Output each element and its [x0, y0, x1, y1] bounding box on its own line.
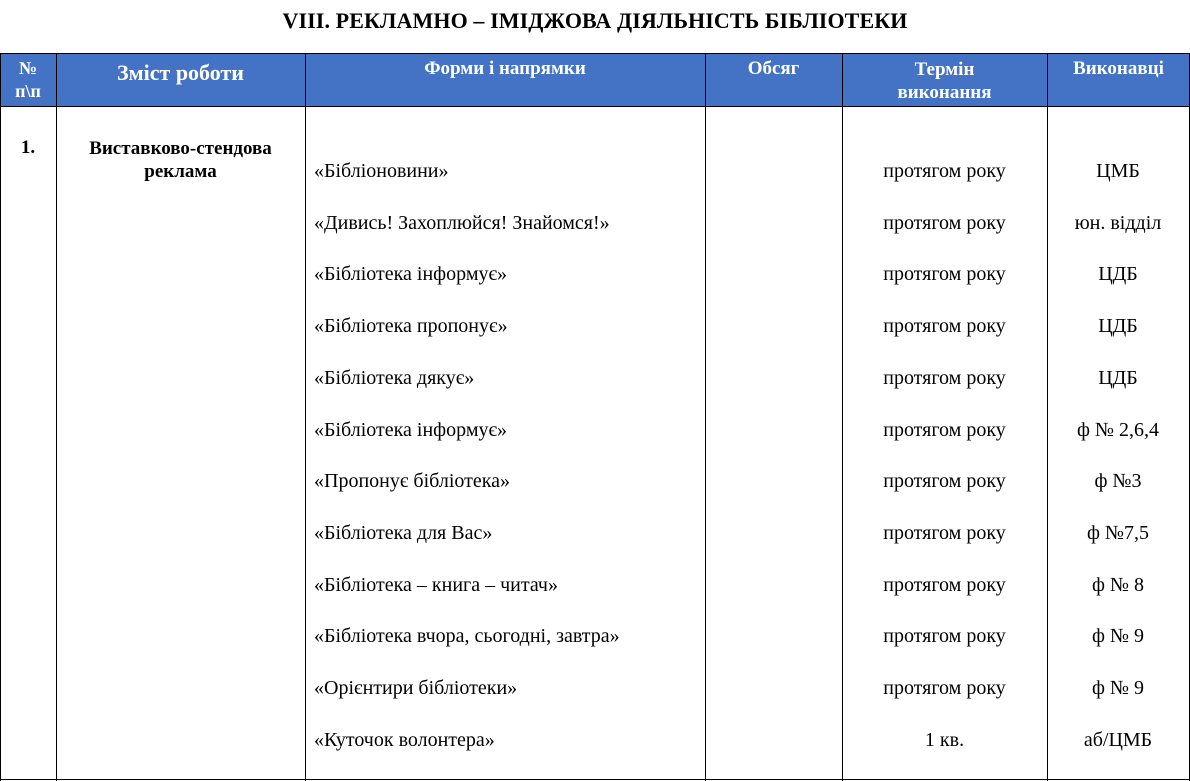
row-executor-text: ф № 9: [1091, 625, 1145, 647]
row-form-text: «Орієнтири бібліотеки»: [314, 677, 518, 699]
row-form-text: «Бібліотека для Вас»: [314, 522, 493, 544]
row-executor-text: аб/ЦМБ: [1083, 729, 1153, 751]
row-term-text: протягом року: [883, 677, 1006, 699]
row-form-text: «Бібліотека вчора, сьогодні, завтра»: [314, 625, 620, 647]
row-term-text: протягом року: [883, 263, 1006, 285]
col-divider: [705, 53, 706, 781]
header-executors-label: Виконавці: [1073, 58, 1164, 79]
row-form-text: «Бібліотека – книга – читач»: [314, 574, 558, 596]
row-form-text: «Бібліотека дякує»: [314, 367, 475, 389]
row-term-text: протягом року: [883, 212, 1006, 234]
table-top-border: [0, 53, 1190, 54]
row-executor-text: ф № 2,6,4: [1076, 419, 1160, 441]
col-divider: [0, 53, 1, 781]
page-title: VIII. РЕКЛАМНО – ІМІДЖОВА ДІЯЛЬНІСТЬ БІБЛІОТЕКИ: [282, 8, 908, 33]
row-form-text: «Дивись! Захоплюйся! Знайомся!»: [314, 212, 610, 234]
row-executor-text: ЦМБ: [1096, 160, 1140, 182]
row-executor-text: ф № 9: [1091, 677, 1145, 699]
col-divider: [305, 53, 306, 781]
section-content: Виставково-стендова реклама: [89, 138, 272, 182]
row-term-text: протягом року: [883, 522, 1006, 544]
row-form-text: «Бібліотека пропонує»: [314, 315, 508, 337]
row-term-text: протягом року: [883, 419, 1006, 441]
header-term-label: Термін виконання: [897, 59, 992, 103]
row-form-text: «Куточок волонтера»: [314, 729, 495, 751]
section-number: 1.: [20, 137, 36, 158]
header-executors: [1047, 53, 1190, 106]
header-num-label: № п\п: [15, 58, 41, 101]
row-term-text: протягом року: [883, 574, 1006, 596]
header-volume: [705, 53, 842, 106]
header-content-label: Зміст роботи: [117, 60, 244, 85]
header-num: [0, 53, 56, 106]
header-forms-label: Форми і напрямки: [424, 58, 586, 79]
row-term-text: протягом року: [883, 367, 1006, 389]
row-term-text: протягом року: [883, 470, 1006, 492]
row-executor-text: ЦДБ: [1098, 367, 1138, 389]
header-term: [842, 53, 1047, 106]
row-executor-text: ф №3: [1094, 470, 1142, 492]
row-form-text: «Бібліоновини»: [314, 160, 449, 182]
row-form-text: «Пропонує бібліотека»: [314, 470, 511, 492]
row-executor-text: ф № 8: [1091, 574, 1145, 596]
row-executor-text: ЦДБ: [1098, 263, 1138, 285]
header-content: [56, 53, 305, 106]
header-volume-label: Обсяг: [747, 58, 800, 79]
row-term-text: протягом року: [883, 625, 1006, 647]
row-form-text: «Бібліотека інформує»: [314, 263, 508, 285]
row-executor-text: юн. відділ: [1074, 212, 1162, 234]
row-term-text: 1 кв.: [924, 729, 965, 751]
header-forms: [305, 53, 705, 106]
row-form-text: «Бібліотека інформує»: [314, 419, 508, 441]
header-bottom-border: [0, 106, 1190, 107]
row-executor-text: ЦДБ: [1098, 315, 1138, 337]
row-term-text: протягом року: [883, 160, 1006, 182]
table-bottom-border: [0, 779, 1190, 780]
row-term-text: протягом року: [883, 315, 1006, 337]
row-executor-text: ф №7,5: [1086, 522, 1150, 544]
